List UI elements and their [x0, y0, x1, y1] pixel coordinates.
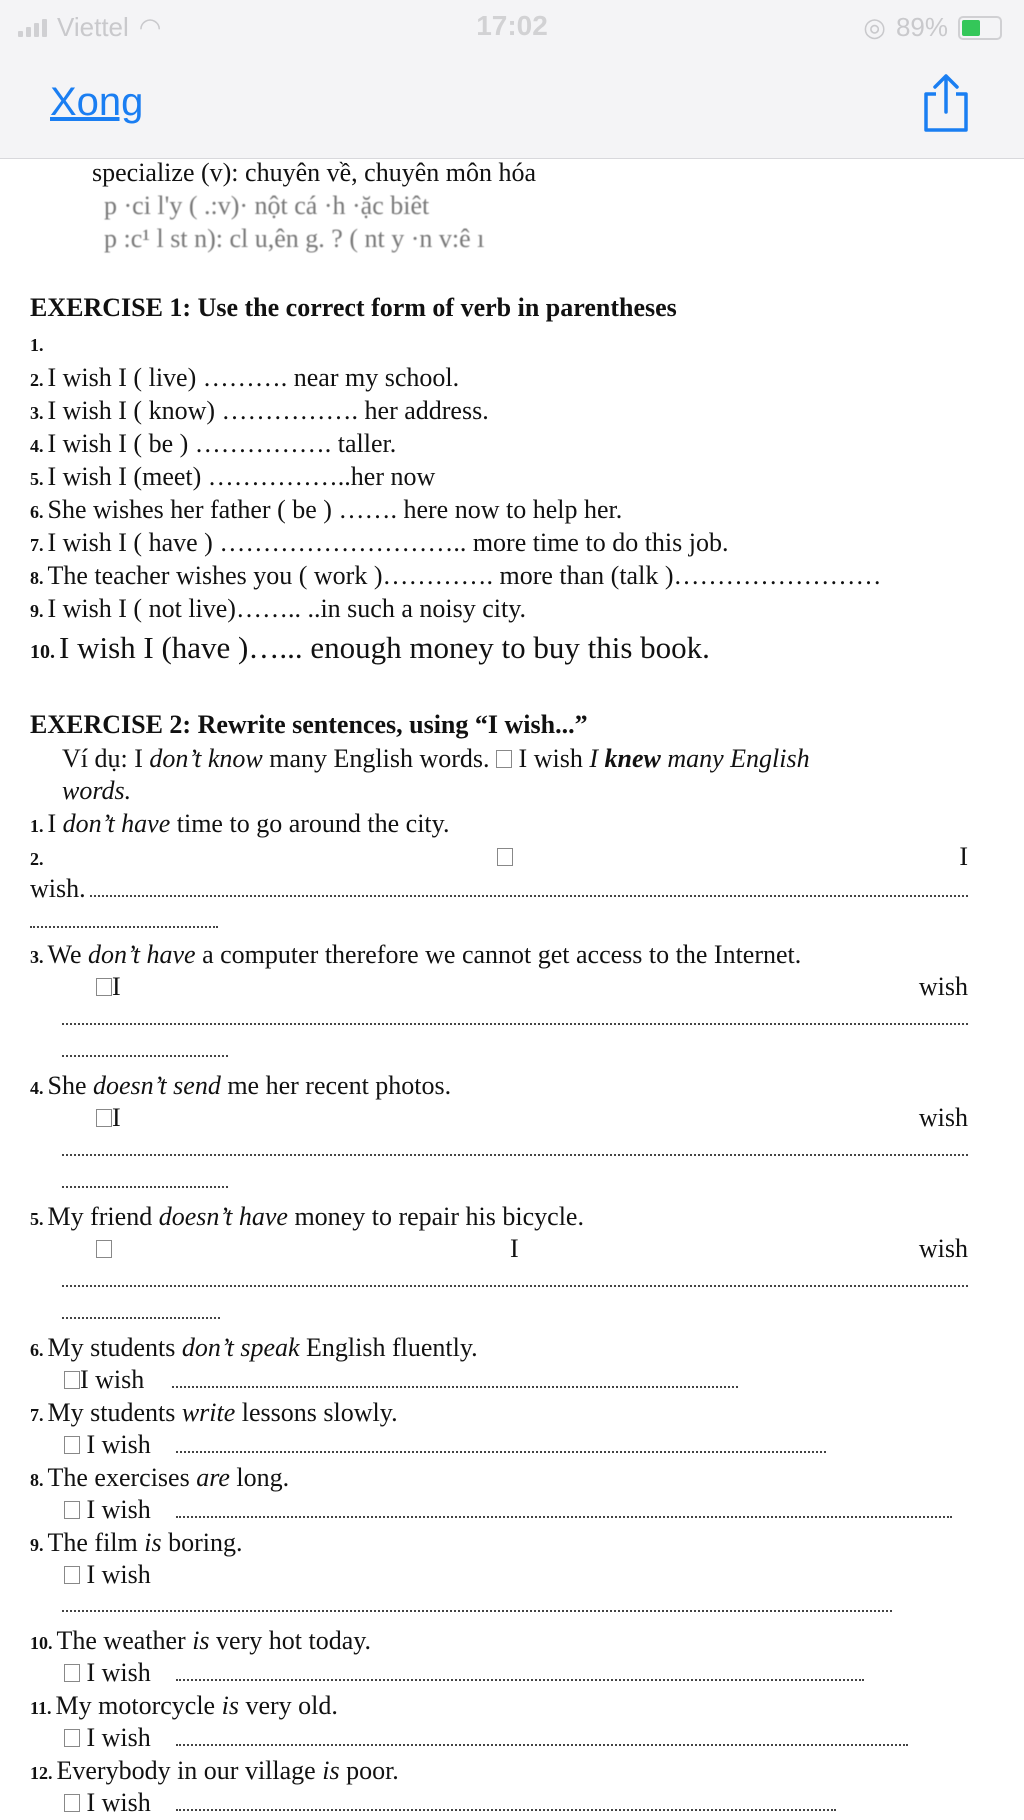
answer-line[interactable] [62, 1610, 892, 1612]
arrow-box-icon [96, 1109, 112, 1127]
answer-prefix: wish [918, 972, 968, 1001]
answer-line[interactable] [62, 1186, 228, 1188]
exercise-2-title: EXERCISE 2: Rewrite sentences, using “I wish...” [30, 710, 588, 739]
arrow-box-icon [64, 1371, 80, 1389]
share-icon[interactable] [918, 72, 974, 134]
answer-prefix: I [96, 972, 121, 1002]
answer-line[interactable] [176, 1809, 836, 1811]
arrow-box-icon [64, 1436, 80, 1454]
vocab-line: p :c¹ l st n): cl u,ên g. ? ( nt y ·n v:ê ı [104, 224, 485, 253]
wifi-icon: ◠ [138, 12, 162, 42]
answer-prefix: I wish [64, 1658, 151, 1688]
answer-prefix: I wish [64, 1560, 151, 1590]
answer-line[interactable] [176, 1451, 826, 1453]
answer-prefix: I wish [64, 1365, 144, 1395]
exercise-item: 3. I wish I ( know) ……………. her address. [30, 396, 489, 425]
nav-bar [0, 52, 1024, 159]
battery-info [863, 12, 1002, 43]
exercise-item: 2. [30, 849, 44, 869]
arrow-box-icon [96, 978, 112, 996]
answer-prefix: I [959, 842, 968, 871]
vocab-line: p ·ci l'y ( .:v)· nột cá ·h ·ặc biêt [104, 191, 430, 220]
done-button[interactable]: Xong [50, 80, 144, 124]
carrier-name: Viettel [57, 12, 129, 42]
document-page [0, 158, 1024, 1820]
exercise-item: 12. Everybody in our village is poor. [30, 1756, 399, 1785]
exercise-1-title: EXERCISE 1: Use the correct form of verb in parentheses [30, 293, 677, 322]
answer-prefix: I wish [64, 1788, 151, 1818]
answer-line[interactable] [62, 1285, 968, 1287]
answer-line[interactable] [176, 1679, 864, 1681]
exercise-item: 3. We don’t have a computer therefore we cannot get access to the Internet. [30, 940, 802, 969]
answer-prefix: I wish [64, 1430, 151, 1460]
answer-line[interactable] [176, 1744, 908, 1746]
exercise-item: 9. The film is boring. [30, 1528, 243, 1557]
status-bar [0, 0, 1024, 52]
exercise-item: 10. The weather is very hot today. [30, 1626, 372, 1655]
exercise-item: 5. My friend doesn’t have money to repair his bicycle. [30, 1202, 584, 1231]
answer-line[interactable] [90, 895, 968, 897]
answer-prefix: wish [918, 1103, 968, 1132]
arrow-box-icon [64, 1566, 80, 1584]
exercise-item: 2. I wish I ( live) ………. near my school. [30, 363, 460, 392]
answer-prefix: wish. [30, 874, 86, 903]
exercise-item: 7. My students write lessons slowly. [30, 1398, 398, 1427]
vocab-line: specialize (v): chuyên về, chuyên môn hóa [92, 158, 536, 187]
exercise-item: 7. I wish I ( have ) ……………………….. more time to do this job. [30, 528, 729, 557]
answer-line[interactable] [30, 926, 218, 928]
answer-prefix: I [96, 1103, 121, 1133]
arrow-box-icon [64, 1664, 80, 1682]
exercise-item: 6. My students don’t speak English fluently. [30, 1333, 478, 1362]
exercise-item: 9. I wish I ( not live)…….. ..in such a noisy city. [30, 594, 527, 623]
arrow-box-icon [497, 848, 513, 866]
answer-line[interactable] [62, 1023, 968, 1025]
answer-prefix: I wish [64, 1723, 151, 1753]
example-line: Ví dụ: I don’t know many English words. I wish I knew many English [62, 744, 810, 773]
answer-prefix: I [510, 1234, 519, 1263]
exercise-item: 11. My motorcycle is very old. [30, 1691, 338, 1720]
answer-line[interactable] [172, 1386, 738, 1388]
exercise-item: 1. [30, 335, 44, 355]
exercise-item: 4. She doesn’t send me her recent photos. [30, 1071, 452, 1100]
clock: 17:02 [476, 10, 548, 41]
exercise-item: 4. I wish I ( be ) ……………. taller. [30, 429, 397, 458]
exercise-item: 5. I wish I (meet) ……………..her now [30, 462, 436, 491]
exercise-item: 8. The exercises are long. [30, 1463, 290, 1492]
arrow-box-icon [64, 1794, 80, 1812]
arrow-box-icon [64, 1729, 80, 1747]
arrow-box-icon [64, 1501, 80, 1519]
answer-line[interactable] [62, 1055, 228, 1057]
exercise-item: 1. I don’t have time to go around the city. [30, 809, 450, 838]
answer-prefix: wish [918, 1234, 968, 1263]
arrow-box-icon [96, 1240, 112, 1258]
answer-line[interactable] [62, 1154, 968, 1156]
example-line: words. [62, 776, 132, 805]
exercise-item: 10. I wish I (have )…... enough money to buy this book. [30, 630, 710, 665]
exercise-item: 6. She wishes her father ( be ) ……. here now to help her. [30, 495, 623, 524]
answer-prefix: I wish [64, 1495, 151, 1525]
answer-line[interactable] [62, 1317, 220, 1319]
exercise-item: 8. The teacher wishes you ( work )…………. more than (talk )…………………… [30, 561, 882, 590]
location-icon: ◎ [863, 12, 886, 42]
battery-icon [958, 16, 1002, 40]
arrow-box-icon [496, 750, 512, 768]
answer-line[interactable] [176, 1516, 952, 1518]
battery-percent: 89% [895, 12, 948, 42]
